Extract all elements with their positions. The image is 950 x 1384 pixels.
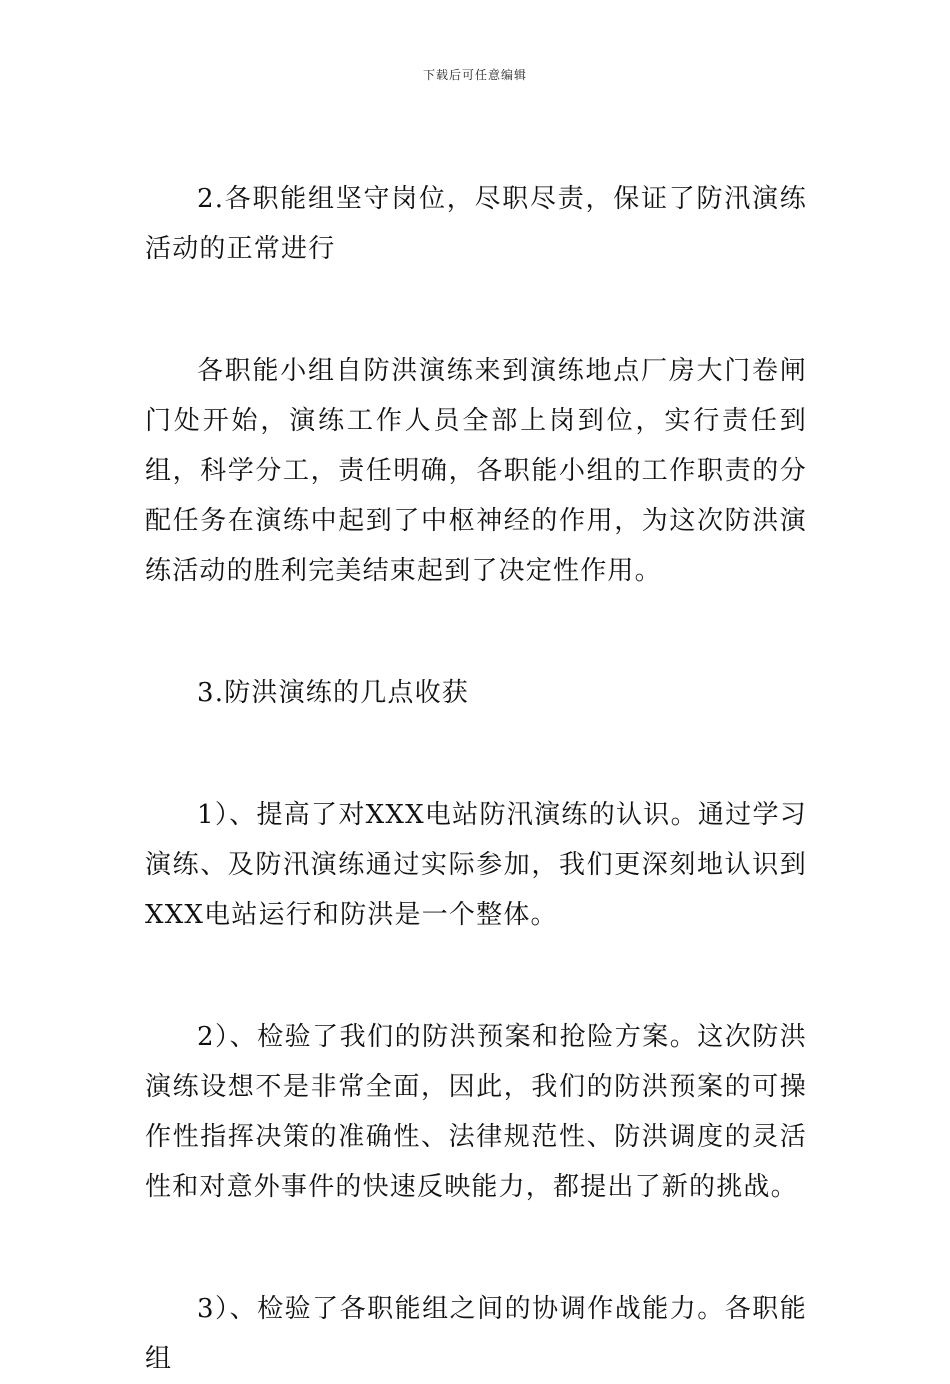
paragraph-gain-2: 2）、检验了我们的防洪预案和抢险方案。这次防洪演练设想不是非常全面，因此，我们的防洪预案的可操作性指挥决策的准确性、法律规范性、防洪调度的灵活性和对意外事件的快速反映能力，都提出了新的挑战。 <box>145 1022 807 1202</box>
paragraph-gain-3: 3）、检验了各职能组之间的协调作战能力。各职能组 <box>145 1294 807 1374</box>
paragraph-section-2-body: 各职能小组自防洪演练来到演练地点厂房大门卷闸门处开始，演练工作人员全部上岗到位，实行责任到组，科学分工，责任明确，各职能小组的工作职责的分配任务在演练中起到了中枢神经的作用，为这次防洪演练活动的胜利完美结束起到了决定性作用。 <box>145 356 807 586</box>
paragraph-section-2-heading: 2.各职能组坚守岗位，尽职尽责，保证了防汛演练活动的正常进行 <box>145 184 807 264</box>
document-body <box>145 174 807 1384</box>
paragraph-section-3-heading: 3.防洪演练的几点收获 <box>197 678 470 708</box>
paragraph-gain-1: 1）、提高了对XXX电站防汛演练的认识。通过学习演练、及防汛演练通过实际参加，我们更深刻地认识到XXX电站运行和防洪是一个整体。 <box>145 800 807 930</box>
page-header-note: 下载后可任意编辑 <box>422 68 527 82</box>
